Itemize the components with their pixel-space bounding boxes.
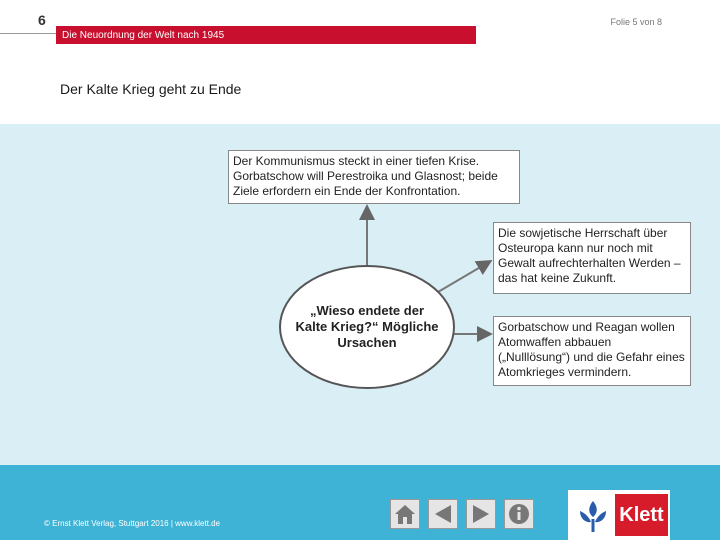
slide-title: Der Kalte Krieg geht zu Ende bbox=[60, 81, 242, 97]
central-question-text: „Wieso endete der Kalte Krieg?“ Mögliche Ursachen bbox=[295, 303, 439, 350]
previous-icon bbox=[431, 502, 455, 526]
info-button[interactable] bbox=[504, 499, 534, 529]
central-question-oval bbox=[279, 265, 455, 389]
info-icon bbox=[507, 502, 531, 526]
copyright-text: © Ernst Klett Verlag, Stuttgart 2016 | www.klett.de bbox=[44, 519, 221, 528]
home-button[interactable] bbox=[390, 499, 420, 529]
section-title-bar: Die Neuordnung der Welt nach 1945 bbox=[56, 26, 476, 44]
cause-box-communism-crisis: Der Kommunismus steckt in einer tiefen Krise. Gorbatschow will Perestroika und Glasnost; beide Ziele erfordern ein Ende der Konfrontation. bbox=[228, 150, 520, 204]
cause-box-disarmament: Gorbatschow und Reagan wollen Atomwaffen abbauen („Nulllösung“) und die Gefahr eines Atomkrieges vermindern. bbox=[493, 316, 691, 386]
next-icon bbox=[469, 502, 493, 526]
cause-box-eastern-europe: Die sowjetische Herrschaft über Osteuropa kann nur noch mit Gewalt aufrechterhalten Werden – das hat keine Zukunft. bbox=[493, 222, 691, 294]
klett-logo[interactable]: Klett bbox=[615, 494, 668, 536]
klett-emblem-icon bbox=[574, 497, 612, 535]
chapter-number: 6 bbox=[38, 12, 46, 28]
previous-slide-button[interactable] bbox=[428, 499, 458, 529]
home-icon bbox=[393, 502, 417, 526]
slide-counter: Folie 5 von 8 bbox=[610, 17, 662, 27]
next-slide-button[interactable] bbox=[466, 499, 496, 529]
